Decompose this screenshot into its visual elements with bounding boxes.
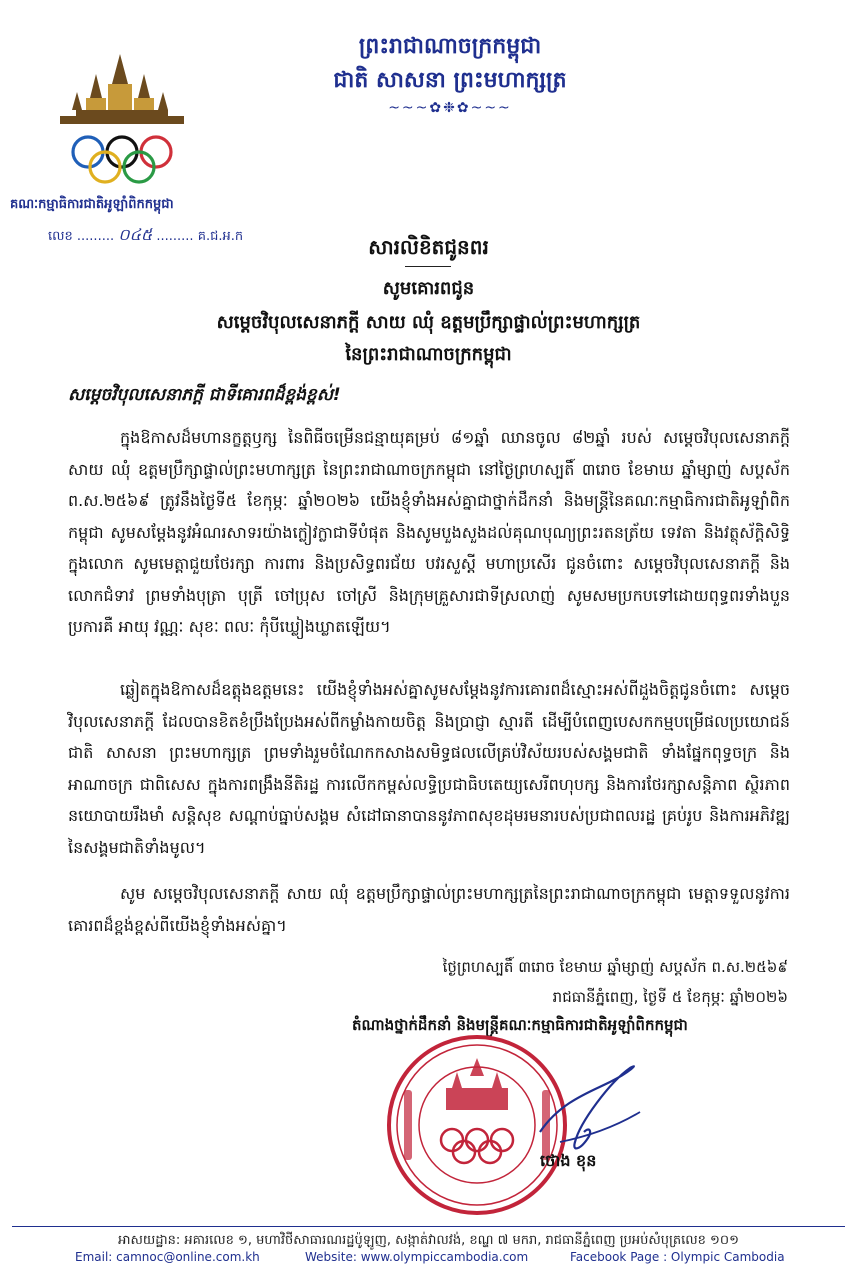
organization-name: គណៈកម្មាធិការជាតិអូឡាំពិកកម្ពុជា	[10, 197, 174, 212]
footer-facebook: Facebook Page : Olympic Cambodia	[570, 1250, 785, 1264]
ref-number: ០៤៥	[118, 225, 153, 244]
body-paragraph-1	[68, 422, 790, 643]
paragraph-3-text: សូម សម្តេចវិបុលសេនាភក្តី សាយ ឈុំ ឧត្តមប្រឹក្សាផ្ទាល់ព្រះមហាក្សត្រនៃព្រះរាជាណាចក្រកម្ពុជា មេត្តាទទួលនូវការគោរពដ៏ខ្ពង់ខ្ពស់ពីយើងខ្ញុំទាំងអស់គ្នា។	[68, 884, 790, 935]
ref-label: លេខ	[48, 229, 73, 244]
signer-name: ថោង ខុន	[540, 1151, 597, 1170]
footer-address: អាសយដ្ឋាន: អគារលេខ ១, មហាវិថីសាធារណរដ្ឋប៉ូឡូញ, សង្កាត់វាលវង់, ខណ្ឌ ៧ មករា, រាជធានីភ្នំពេញ ប្រអប់សំបុត្រលេខ ១០១	[118, 1233, 739, 1248]
paragraph-1-text: ក្នុងឱកាសដ៏មហានក្ខត្តឫក្ស នៃពិធីចម្រើនជន្មាយុគម្រប់ ៨១ឆ្នាំ ឈានចូល ៨២ឆ្នាំ របស់ សម្តេចវិបុលសេនាភក្តី សាយ ឈុំ ឧត្តមប្រឹក្សាផ្ទាល់ព្រះមហាក្សត្រ នៃព្រះរាជាណាចក្រកម្ពុជា នៅថ្ងៃព្រហស្បតិ៍ ៣រោច ខែមាឃ ឆ្នាំម្សាញ់ សប្តស័ក ព.ស.២៥៦៩ ត្រូវនឹងថ្ងៃទី៥ ខែកុម្ភៈ ឆ្នាំ២០២៦ យើងខ្ញុំទាំងអស់គ្នាជាថ្នាក់ដឹកនាំ និងមន្ត្រីនៃគណៈកម្មាធិការជាតិអូឡាំពិកកម្ពុជា សូមសម្តែងនូវអំណរសាទរយ៉ាងក្លៀវក្លាជាទីបំផុត និងសូមបួងសួងដល់គុណបុណ្យព្រះរតនត្រ័យ ទេវតា និងវត្ថុស័ក្តិសិទ្ធិក្នុងលោក សូមមេត្តាជួយថែរក្សា ការពារ និងប្រសិទ្ធពរជ័យ បវរសួស្តី មហាប្រសើរ ជូនចំពោះ សម្តេចវិបុលសេនាភក្តី និង លោកជំទាវ ព្រមទាំងបុត្រា បុត្រី ចៅប្រុស ចៅស្រី និងក្រុមគ្រួសារជាទីស្រលាញ់ សូមសមប្រកបទៅដោយពុទ្ធពរទាំងបួនប្រការគឺ អាយុ វណ្ណៈ សុខៈ ពលៈ កុំបីឃ្លៀងឃ្លាតឡើយ។	[68, 428, 790, 636]
reference-number: លេខ ......... ០៤៥ ......... គ.ជ.អ.ក	[48, 225, 244, 244]
body-paragraph-2	[68, 674, 790, 863]
recipient-line-1: សូមគោរពជូន	[382, 278, 475, 299]
date-lunar: ថ្ងៃព្រហស្បតិ៍ ៣រោច ខែមាឃ ឆ្នាំម្សាញ់ សប្តស័ក ព.ស.២៥៦៩	[442, 958, 788, 976]
footer-email: Email: camnoc@online.com.kh	[75, 1250, 260, 1264]
letter-title: សារលិខិតជូនពរ	[368, 235, 489, 259]
ornament-divider: ~~~✿❉✿~~~	[388, 100, 512, 116]
signatory-title: តំណាងថ្នាក់ដឹកនាំ និងមន្ត្រីគណៈកម្មាធិការជាតិអូឡាំពិកកម្ពុជា	[352, 1016, 688, 1034]
recipient-line-3: នៃព្រះរាជាណាចក្រកម្ពុជា	[345, 344, 512, 365]
body-paragraph-3	[68, 878, 790, 941]
national-header	[300, 30, 600, 118]
recipient-line-2: សម្តេចវិបុលសេនាភក្តី សាយ ឈុំ ឧត្តមប្រឹក្សាផ្ទាល់ព្រះមហាក្សត្រ	[216, 312, 641, 333]
footer-divider	[12, 1226, 845, 1227]
kingdom-title: ព្រះរាជាណាចក្រកម្ពុជា	[358, 34, 542, 59]
footer-website: Website: www.olympiccambodia.com	[305, 1250, 529, 1264]
salutation: សម្តេចវិបុលសេនាភក្តី ជាទីគោរពដ៏ខ្ពង់ខ្ពស់!	[68, 385, 341, 405]
ref-suffix: គ.ជ.អ.ក	[197, 229, 244, 244]
national-motto: ជាតិ សាសនា ព្រះមហាក្សត្រ	[333, 68, 567, 93]
date-solar: រាជធានីភ្នំពេញ, ថ្ងៃទី ៥ ខែកុម្ភៈ ឆ្នាំ២០២៦	[552, 988, 788, 1006]
title-underline	[405, 266, 451, 267]
paragraph-2-text: ឆ្លៀតក្នុងឱកាសដ៏ឧត្តុងឧត្តមនេះ យើងខ្ញុំទាំងអស់គ្នាសូមសម្តែងនូវការគោរពដ៏ស្មោះអស់ពីដួងចិត្តជូនចំពោះ សម្តេចវិបុលសេនាភក្តី ដែលបានខិតខំប្រឹងប្រែងអស់ពីកម្លាំងកាយចិត្ត និងប្រាជ្ញា ស្មារតី ដើម្បីបំពេញបេសកកម្មបម្រើផលប្រយោជន៍ជាតិ សាសនា ព្រះមហាក្សត្រ ព្រមទាំងរួមចំណែកកសាងសមិទ្ធផលលើគ្រប់វិស័យរបស់សង្គមជាតិ ទាំងផ្នែកពុទ្ធចក្រ និងអាណាចក្រ ជាពិសេស ក្នុងការពង្រឹងនីតិរដ្ឋ ការលើកកម្ពស់លទ្ធិប្រជាធិបតេយ្យសេរីពហុបក្ស និងការថែរក្សាសន្តិភាព ស្ថិរភាព នយោបាយរឹងមាំ សន្តិសុខ សណ្តាប់ធ្នាប់សង្គម សំដៅធានាបាននូវភាពសុខដុមរមនារបស់ប្រជាពលរដ្ឋ គ្រប់រូប និងការអភិវឌ្ឍនៃសង្គមជាតិទាំងមូល។	[68, 680, 790, 857]
